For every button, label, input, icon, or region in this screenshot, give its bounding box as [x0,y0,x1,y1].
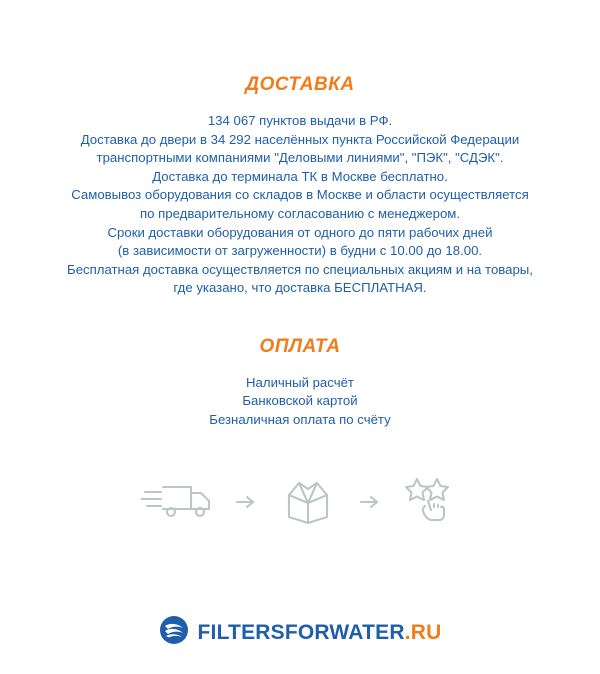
delivery-line: (в зависимости от загруженности) в будни с 10.00 до 18.00. [117,243,483,259]
logo-brand-tld: .RU [404,620,442,644]
payment-method-item: Наличный расчёт [246,374,354,390]
delivery-truck-icon [141,475,215,528]
delivery-line: Бесплатная доставка осуществляется по специальных акциям и на товары, [67,261,533,277]
delivery-line: Доставка до двери в 34 292 населённых пункта Российской Федерации [80,131,520,147]
payment-methods-list [0,374,600,430]
payment-method-item: Банковской картой [242,393,358,409]
payment-method-item: Безналичная оплата по счёту [209,411,391,427]
delivery-line: где указано, что доставка БЕСПЛАТНАЯ. [173,280,427,296]
payment-section-title: ОПЛАТА [259,335,341,357]
water-swirl-logo-icon [159,615,189,650]
delivery-line: транспортными компаниями "Деловыми линиями", "ПЭК", "СДЭК". [96,150,504,166]
delivery-line: по предварительному согласованию с менеджером. [139,205,461,221]
delivery-line: Самовывоз оборудования со складов в Москве и области осуществляется [71,187,529,203]
delivery-line: Доставка до терминала ТК в Москве бесплатно. [152,168,448,184]
logo-text [198,621,442,645]
delivery-description [0,112,600,298]
rating-stars-hand-icon [401,473,459,530]
site-logo[interactable] [0,615,600,650]
open-box-icon [277,473,339,530]
delivery-and-payment-page [0,74,600,674]
arrow-right-icon [359,494,381,510]
arrow-right-icon [235,494,257,510]
delivery-line: Сроки доставки оборудования от одного до пяти рабочих дней [107,224,493,240]
delivery-section-title: ДОСТАВКА [245,74,355,95]
logo-brand-name: FILTERSFORWATER [197,620,405,644]
delivery-line: 134 067 пунктов выдачи в РФ. [207,113,393,128]
process-steps [0,473,600,530]
